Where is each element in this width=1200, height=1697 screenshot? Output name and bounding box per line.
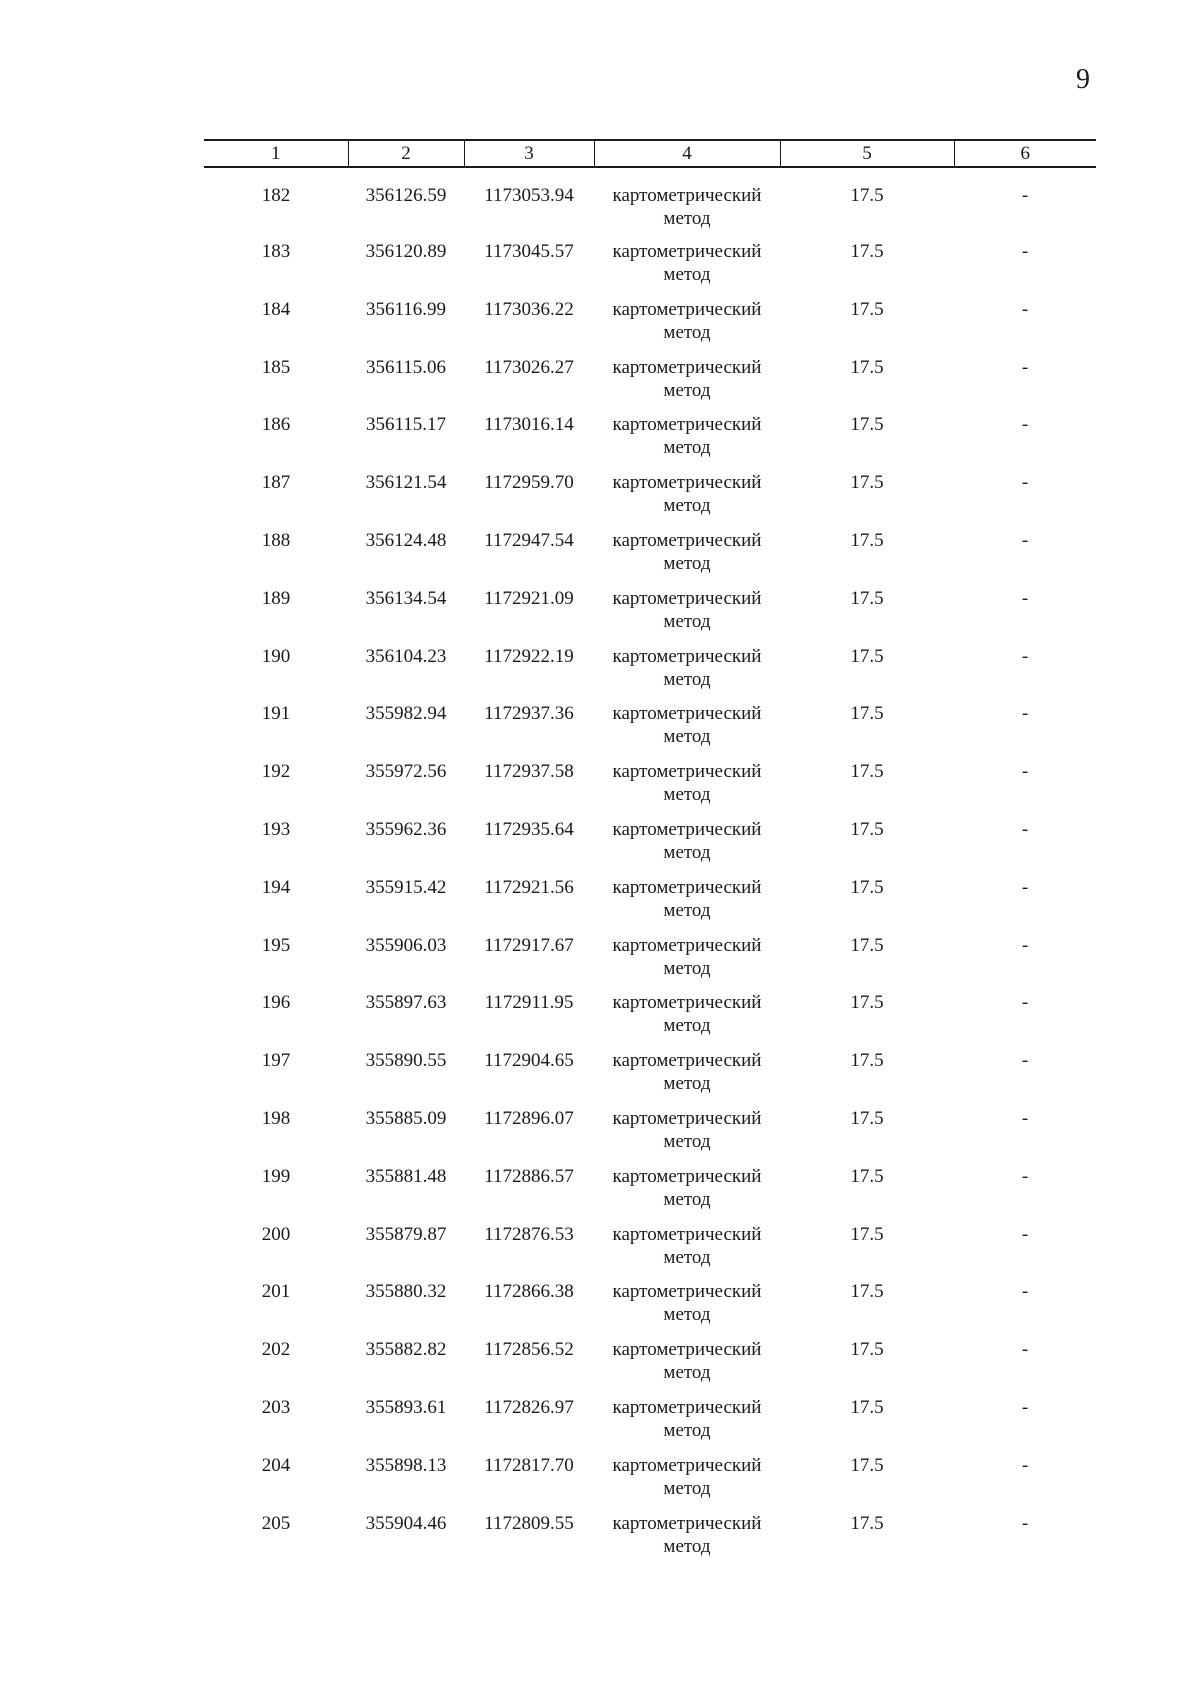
- accuracy-cell: 17.5: [850, 241, 884, 262]
- accuracy-cell: 17.5: [850, 414, 884, 436]
- table-row: [204, 579, 1096, 637]
- x-coordinate-cell: 355882.82: [365, 1339, 447, 1361]
- page-number: 9: [1076, 64, 1090, 95]
- note-cell: -: [1021, 1512, 1029, 1534]
- note-cell: -: [1021, 992, 1029, 1014]
- x-coordinate-cell: 356134.54: [365, 587, 447, 609]
- method-text: картометрический метод: [612, 876, 762, 921]
- method-text: картометрический метод: [612, 414, 762, 459]
- x-coordinate-cell: 356104.23: [365, 645, 447, 667]
- accuracy-cell: 17.5: [850, 1223, 884, 1245]
- table-row: [204, 521, 1096, 579]
- y-coordinate-cell: 1172935.64: [484, 818, 574, 840]
- method-text: картометрический метод: [612, 1454, 762, 1499]
- method-cell: [594, 1272, 780, 1330]
- method-text: картометрический метод: [612, 298, 762, 343]
- table-row: [204, 694, 1096, 752]
- method-cell: [594, 1215, 780, 1273]
- method-text: картометрический метод: [612, 992, 762, 1037]
- table-row: [204, 1157, 1096, 1215]
- point-number-cell: 204: [261, 1454, 291, 1476]
- method-text: картометрический метод: [612, 587, 762, 632]
- accuracy-cell: 17.5: [850, 1339, 884, 1361]
- note-cell: -: [1021, 414, 1029, 436]
- y-coordinate-cell: 1173026.27: [484, 356, 574, 378]
- x-coordinate-cell: 355881.48: [365, 1165, 447, 1187]
- method-text: картометрический метод: [612, 703, 762, 748]
- method-cell: [594, 232, 780, 290]
- point-number-cell: 203: [261, 1396, 291, 1418]
- table-row: [204, 290, 1096, 348]
- table-row: [204, 1388, 1096, 1446]
- method-cell: [594, 405, 780, 463]
- x-coordinate-cell: 355880.32: [365, 1281, 447, 1303]
- accuracy-cell: 17.5: [850, 472, 884, 494]
- x-coordinate-cell: 356115.17: [365, 414, 447, 436]
- note-cell: -: [1021, 1454, 1029, 1476]
- accuracy-cell: 17.5: [850, 1512, 884, 1534]
- x-coordinate-cell: 355885.09: [365, 1107, 447, 1129]
- method-text: картометрический метод: [612, 241, 762, 285]
- table-row: [204, 1330, 1096, 1388]
- note-cell: -: [1021, 185, 1029, 206]
- table-row: [204, 167, 1096, 232]
- accuracy-cell: 17.5: [850, 818, 884, 840]
- y-coordinate-cell: 1172937.36: [484, 703, 574, 725]
- x-coordinate-cell: 356121.54: [365, 472, 447, 494]
- column-header: 5: [780, 140, 954, 167]
- note-cell: -: [1021, 1107, 1029, 1129]
- method-text: картометрический метод: [612, 472, 762, 517]
- method-cell: [594, 983, 780, 1041]
- point-number-cell: 194: [261, 876, 291, 898]
- accuracy-cell: 17.5: [850, 298, 884, 320]
- table-row: [204, 1272, 1096, 1330]
- method-text: картометрический метод: [612, 818, 762, 863]
- x-coordinate-cell: 355915.42: [365, 876, 447, 898]
- column-header: 2: [348, 140, 464, 167]
- table-row: [204, 752, 1096, 810]
- x-coordinate-cell: 355898.13: [365, 1454, 447, 1476]
- method-cell: [594, 521, 780, 579]
- point-number-cell: 182: [261, 185, 291, 206]
- method-text: картометрический метод: [612, 356, 762, 401]
- accuracy-cell: 17.5: [850, 1050, 884, 1072]
- point-number-cell: 193: [261, 818, 291, 840]
- table-header-row: [204, 140, 1096, 167]
- accuracy-cell: 17.5: [850, 761, 884, 783]
- table-body: [204, 167, 1096, 1561]
- note-cell: -: [1021, 1339, 1029, 1361]
- method-text: картометрический метод: [612, 1396, 762, 1441]
- method-text: картометрический метод: [612, 934, 762, 979]
- note-cell: -: [1021, 1281, 1029, 1303]
- x-coordinate-cell: 356115.06: [365, 356, 447, 378]
- x-coordinate-cell: 356124.48: [365, 529, 447, 551]
- table-row: [204, 405, 1096, 463]
- note-cell: -: [1021, 818, 1029, 840]
- point-number-cell: 205: [261, 1512, 291, 1534]
- point-number-cell: 185: [261, 356, 291, 378]
- accuracy-cell: 17.5: [850, 876, 884, 898]
- note-cell: -: [1021, 761, 1029, 783]
- y-coordinate-cell: 1173036.22: [484, 298, 574, 320]
- x-coordinate-cell: 355982.94: [365, 703, 447, 725]
- accuracy-cell: 17.5: [850, 1165, 884, 1187]
- method-text: картометрический метод: [612, 185, 762, 229]
- table-row: [204, 463, 1096, 521]
- x-coordinate-cell: 356116.99: [365, 298, 447, 320]
- table-row: [204, 810, 1096, 868]
- note-cell: -: [1021, 356, 1029, 378]
- column-header: 3: [464, 140, 594, 167]
- point-number-cell: 183: [261, 241, 291, 262]
- note-cell: -: [1021, 472, 1029, 494]
- method-cell: [594, 290, 780, 348]
- note-cell: -: [1021, 1396, 1029, 1418]
- method-cell: [594, 694, 780, 752]
- x-coordinate-cell: 356126.59: [365, 185, 447, 206]
- x-coordinate-cell: 355972.56: [365, 761, 447, 783]
- column-header: 4: [594, 140, 780, 167]
- x-coordinate-cell: 355904.46: [365, 1512, 447, 1534]
- x-coordinate-cell: 355893.61: [365, 1396, 447, 1418]
- table-row: [204, 926, 1096, 984]
- method-cell: [594, 926, 780, 984]
- method-text: картометрический метод: [612, 1223, 762, 1268]
- point-number-cell: 191: [261, 703, 291, 725]
- x-coordinate-cell: 355897.63: [365, 992, 447, 1014]
- method-text: картометрический метод: [612, 645, 762, 690]
- method-text: картометрический метод: [612, 1050, 762, 1095]
- method-cell: [594, 1041, 780, 1099]
- y-coordinate-cell: 1172866.38: [484, 1281, 574, 1303]
- table-row: [204, 983, 1096, 1041]
- point-number-cell: 200: [261, 1223, 291, 1245]
- method-text: картометрический метод: [612, 1339, 762, 1384]
- accuracy-cell: 17.5: [850, 185, 884, 206]
- y-coordinate-cell: 1172921.09: [484, 587, 574, 609]
- note-cell: -: [1021, 587, 1029, 609]
- y-coordinate-cell: 1173045.57: [484, 241, 574, 262]
- point-number-cell: 195: [261, 934, 291, 956]
- method-text: картометрический метод: [612, 1165, 762, 1210]
- y-coordinate-cell: 1172886.57: [484, 1165, 574, 1187]
- method-cell: [594, 579, 780, 637]
- point-number-cell: 187: [261, 472, 291, 494]
- y-coordinate-cell: 1172896.07: [484, 1107, 574, 1129]
- y-coordinate-cell: 1172856.52: [484, 1339, 574, 1361]
- y-coordinate-cell: 1172826.97: [484, 1396, 574, 1418]
- accuracy-cell: 17.5: [850, 703, 884, 725]
- y-coordinate-cell: 1172922.19: [484, 645, 574, 667]
- note-cell: -: [1021, 1223, 1029, 1245]
- y-coordinate-cell: 1173016.14: [484, 414, 574, 436]
- table-row: [204, 1041, 1096, 1099]
- y-coordinate-cell: 1173053.94: [484, 185, 574, 206]
- point-number-cell: 201: [261, 1281, 291, 1303]
- table-row: [204, 232, 1096, 290]
- accuracy-cell: 17.5: [850, 992, 884, 1014]
- note-cell: -: [1021, 703, 1029, 725]
- method-cell: [594, 1446, 780, 1504]
- method-cell: [594, 463, 780, 521]
- note-cell: -: [1021, 876, 1029, 898]
- point-number-cell: 190: [261, 645, 291, 667]
- x-coordinate-cell: 356120.89: [365, 241, 447, 262]
- y-coordinate-cell: 1172959.70: [484, 472, 574, 494]
- method-cell: [594, 752, 780, 810]
- table-row: [204, 1215, 1096, 1273]
- accuracy-cell: 17.5: [850, 934, 884, 956]
- table-row: [204, 1099, 1096, 1157]
- accuracy-cell: 17.5: [850, 1107, 884, 1129]
- y-coordinate-cell: 1172921.56: [484, 876, 574, 898]
- table-row: [204, 868, 1096, 926]
- y-coordinate-cell: 1172817.70: [484, 1454, 574, 1476]
- method-cell: [594, 348, 780, 406]
- method-cell: [594, 810, 780, 868]
- method-cell: [594, 1504, 780, 1562]
- column-header: 6: [954, 140, 1096, 167]
- table-row: [204, 637, 1096, 695]
- point-number-cell: 188: [261, 529, 291, 551]
- note-cell: -: [1021, 241, 1029, 262]
- method-cell: [594, 1388, 780, 1446]
- method-cell: [594, 1157, 780, 1215]
- point-number-cell: 184: [261, 298, 291, 320]
- method-cell: [594, 637, 780, 695]
- accuracy-cell: 17.5: [850, 645, 884, 667]
- point-number-cell: 196: [261, 992, 291, 1014]
- accuracy-cell: 17.5: [850, 1281, 884, 1303]
- y-coordinate-cell: 1172911.95: [484, 992, 574, 1014]
- point-number-cell: 189: [261, 587, 291, 609]
- x-coordinate-cell: 355879.87: [365, 1223, 447, 1245]
- x-coordinate-cell: 355906.03: [365, 934, 447, 956]
- y-coordinate-cell: 1172809.55: [484, 1512, 574, 1534]
- method-text: картометрический метод: [612, 529, 762, 574]
- method-text: картометрический метод: [612, 1512, 762, 1557]
- method-text: картометрический метод: [612, 761, 762, 806]
- note-cell: -: [1021, 934, 1029, 956]
- method-text: картометрический метод: [612, 1281, 762, 1326]
- note-cell: -: [1021, 1165, 1029, 1187]
- note-cell: -: [1021, 1050, 1029, 1072]
- coordinates-table: [204, 139, 1096, 1561]
- point-number-cell: 199: [261, 1165, 291, 1187]
- x-coordinate-cell: 355890.55: [365, 1050, 447, 1072]
- table-row: [204, 348, 1096, 406]
- y-coordinate-cell: 1172937.58: [484, 761, 574, 783]
- point-number-cell: 197: [261, 1050, 291, 1072]
- method-cell: [594, 1330, 780, 1388]
- y-coordinate-cell: 1172904.65: [484, 1050, 574, 1072]
- y-coordinate-cell: 1172876.53: [484, 1223, 574, 1245]
- accuracy-cell: 17.5: [850, 587, 884, 609]
- point-number-cell: 192: [261, 761, 291, 783]
- method-cell: [594, 868, 780, 926]
- method-text: картометрический метод: [612, 1107, 762, 1152]
- method-cell: [594, 167, 780, 232]
- point-number-cell: 198: [261, 1107, 291, 1129]
- column-header: 1: [204, 140, 348, 167]
- point-number-cell: 202: [261, 1339, 291, 1361]
- note-cell: -: [1021, 298, 1029, 320]
- note-cell: -: [1021, 529, 1029, 551]
- method-cell: [594, 1099, 780, 1157]
- point-number-cell: 186: [261, 414, 291, 436]
- y-coordinate-cell: 1172947.54: [484, 529, 574, 551]
- x-coordinate-cell: 355962.36: [365, 818, 447, 840]
- table-row: [204, 1504, 1096, 1562]
- note-cell: -: [1021, 645, 1029, 667]
- table-row: [204, 1446, 1096, 1504]
- accuracy-cell: 17.5: [850, 356, 884, 378]
- accuracy-cell: 17.5: [850, 1396, 884, 1418]
- y-coordinate-cell: 1172917.67: [484, 934, 574, 956]
- accuracy-cell: 17.5: [850, 529, 884, 551]
- accuracy-cell: 17.5: [850, 1454, 884, 1476]
